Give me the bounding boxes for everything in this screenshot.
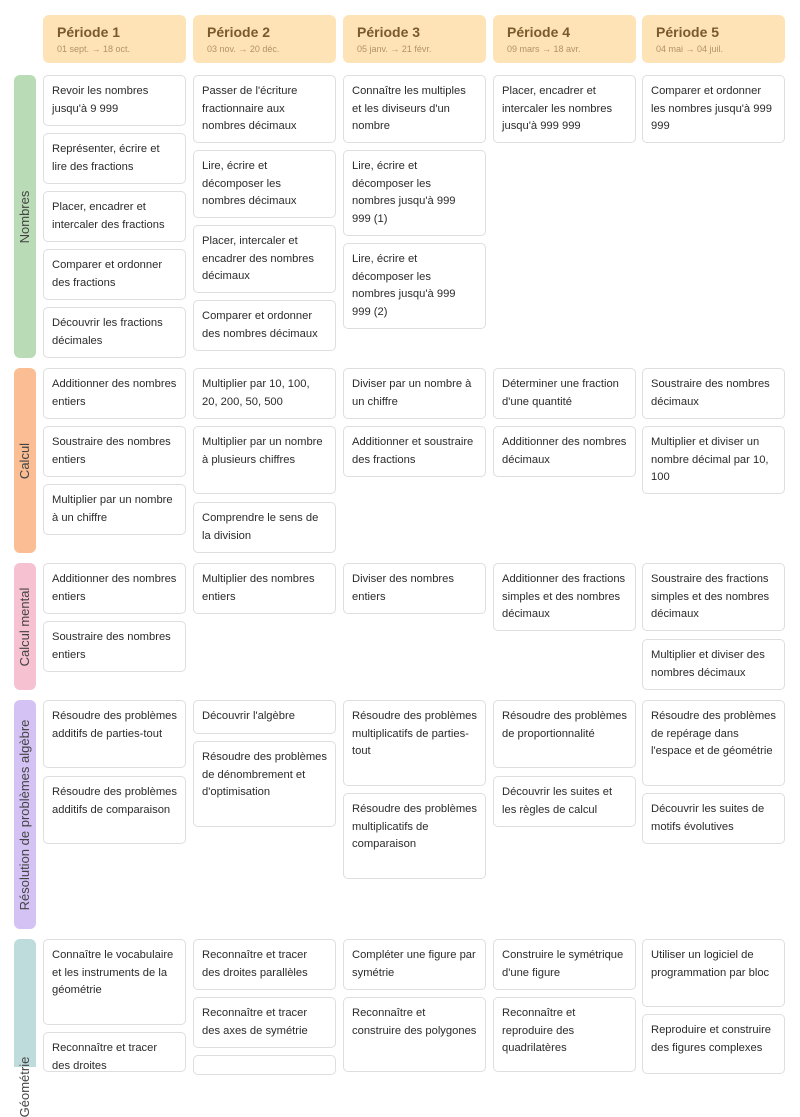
period-header-1: [43, 15, 186, 63]
card-calcul-mental-p4-1[interactable]: Additionner des fractions simples et des nombres décimaux: [493, 563, 636, 631]
card-resolution-p4-1[interactable]: Résoudre des problèmes de proportionnalité: [493, 700, 636, 768]
card-geometrie-p3-2[interactable]: Reconnaître et construire des polygones: [343, 997, 486, 1072]
card-calcul-p4-2[interactable]: Additionner des nombres décimaux: [493, 426, 636, 477]
card-nombres-p1-1[interactable]: Revoir les nombres jusqu'à 9 999: [43, 75, 186, 126]
domain-bar-geometrie: [14, 939, 36, 1117]
card-nombres-p1-2[interactable]: Représenter, écrire et lire des fractions: [43, 133, 186, 184]
domain-bar-resolution: [14, 700, 36, 929]
domain-bar-calcul-mental: [14, 563, 36, 690]
period-dates: 03 nov. → 20 déc.: [207, 44, 280, 54]
card-geometrie-p1-2[interactable]: Reconnaître et tracer des droites: [43, 1032, 186, 1072]
period-title: Période 4: [507, 24, 571, 40]
period-title: Période 1: [57, 24, 121, 40]
card-calcul-mental-p5-2[interactable]: Multiplier et diviser des nombres décimaux: [642, 639, 785, 690]
card-nombres-p2-1[interactable]: Passer de l'écriture fractionnaire aux nombres décimaux: [193, 75, 336, 143]
card-resolution-p3-1[interactable]: Résoudre des problèmes multiplicatifs de parties-tout: [343, 700, 486, 786]
domain-label: Nombres: [17, 190, 32, 243]
period-title: Période 5: [656, 24, 720, 40]
period-header-4: [493, 15, 636, 63]
card-nombres-p5-1[interactable]: Comparer et ordonner les nombres jusqu'à 999 999: [642, 75, 785, 143]
card-calcul-mental-p2-1[interactable]: Multiplier des nombres entiers: [193, 563, 336, 614]
domain-bar-calcul: [14, 368, 36, 553]
card-nombres-p4-1[interactable]: Placer, encadrer et intercaler les nombres jusqu'à 999 999: [493, 75, 636, 143]
card-nombres-p2-3[interactable]: Placer, intercaler et encadrer des nombres décimaux: [193, 225, 336, 293]
card-geometrie-p4-2[interactable]: Reconnaître et reproduire des quadrilatères: [493, 997, 636, 1072]
period-header-2: [193, 15, 336, 63]
card-nombres-p1-3[interactable]: Placer, encadrer et intercaler des fractions: [43, 191, 186, 242]
card-nombres-p1-5[interactable]: Découvrir les fractions décimales: [43, 307, 186, 358]
period-header-3: [343, 15, 486, 63]
card-calcul-p5-1[interactable]: Soustraire des nombres décimaux: [642, 368, 785, 419]
card-calcul-p3-1[interactable]: Diviser par un nombre à un chiffre: [343, 368, 486, 419]
card-nombres-p2-4[interactable]: Comparer et ordonner des nombres décimaux: [193, 300, 336, 351]
card-geometrie-p1-1[interactable]: Connaître le vocabulaire et les instruments de la géométrie: [43, 939, 186, 1025]
card-calcul-p1-2[interactable]: Soustraire des nombres entiers: [43, 426, 186, 477]
card-calcul-mental-p3-1[interactable]: Diviser des nombres entiers: [343, 563, 486, 614]
card-resolution-p5-2[interactable]: Découvrir les suites de motifs évolutives: [642, 793, 785, 844]
card-geometrie-p2-1[interactable]: Reconnaître et tracer des droites parallèles: [193, 939, 336, 990]
period-dates: 01 sept. → 18 oct.: [57, 44, 131, 54]
card-calcul-mental-p1-1[interactable]: Additionner des nombres entiers: [43, 563, 186, 614]
card-resolution-p1-1[interactable]: Résoudre des problèmes additifs de parties-tout: [43, 700, 186, 768]
domain-label: Calcul: [17, 442, 32, 479]
card-geometrie-p4-1[interactable]: Construire le symétrique d'une figure: [493, 939, 636, 990]
card-calcul-p3-2[interactable]: Additionner et soustraire des fractions: [343, 426, 486, 477]
card-resolution-p2-2[interactable]: Résoudre des problèmes de dénombrement et d'optimisation: [193, 741, 336, 827]
card-geometrie-p2-3[interactable]: [193, 1055, 336, 1075]
card-geometrie-p3-1[interactable]: Compléter une figure par symétrie: [343, 939, 486, 990]
card-geometrie-p5-1[interactable]: Utiliser un logiciel de programmation par bloc: [642, 939, 785, 1007]
period-title: Période 2: [207, 24, 271, 40]
period-dates: 09 mars → 18 avr.: [507, 44, 581, 54]
domain-label: Géométrie: [17, 1056, 32, 1117]
card-calcul-p2-2[interactable]: Multiplier par un nombre à plusieurs chiffres: [193, 426, 336, 494]
card-resolution-p5-1[interactable]: Résoudre des problèmes de repérage dans l'espace et de géométrie: [642, 700, 785, 786]
period-dates: 05 janv. → 21 févr.: [357, 44, 432, 54]
card-calcul-mental-p5-1[interactable]: Soustraire des fractions simples et des nombres décimaux: [642, 563, 785, 631]
domain-label: Calcul mental: [17, 587, 32, 666]
card-nombres-p3-3[interactable]: Lire, écrire et décomposer les nombres jusqu'à 999 999 (2): [343, 243, 486, 329]
card-resolution-p1-2[interactable]: Résoudre des problèmes additifs de comparaison: [43, 776, 186, 844]
card-resolution-p3-2[interactable]: Résoudre des problèmes multiplicatifs de comparaison: [343, 793, 486, 879]
domain-bar-nombres: [14, 75, 36, 358]
card-resolution-p4-2[interactable]: Découvrir les suites et les règles de calcul: [493, 776, 636, 827]
card-calcul-p2-3[interactable]: Comprendre le sens de la division: [193, 502, 336, 553]
card-calcul-p2-1[interactable]: Multiplier par 10, 100, 20, 200, 50, 500: [193, 368, 336, 419]
card-calcul-p5-2[interactable]: Multiplier et diviser un nombre décimal par 10, 100: [642, 426, 785, 494]
card-geometrie-p2-2[interactable]: Reconnaître et tracer des axes de symétrie: [193, 997, 336, 1048]
card-geometrie-p5-2[interactable]: Reproduire et construire des figures complexes: [642, 1014, 785, 1074]
period-header-5: [642, 15, 785, 63]
period-dates: 04 mai → 04 juil.: [656, 44, 724, 54]
card-calcul-mental-p1-2[interactable]: Soustraire des nombres entiers: [43, 621, 186, 672]
card-calcul-p1-3[interactable]: Multiplier par un nombre à un chiffre: [43, 484, 186, 535]
domain-label: Résolution de problèmes algèbre: [17, 719, 32, 910]
card-nombres-p2-2[interactable]: Lire, écrire et décomposer les nombres décimaux: [193, 150, 336, 218]
period-title: Période 3: [357, 24, 421, 40]
card-calcul-p4-1[interactable]: Déterminer une fraction d'une quantité: [493, 368, 636, 419]
card-resolution-p2-1[interactable]: Découvrir l'algèbre: [193, 700, 336, 734]
card-nombres-p3-2[interactable]: Lire, écrire et décomposer les nombres jusqu'à 999 999 (1): [343, 150, 486, 236]
card-calcul-p1-1[interactable]: Additionner des nombres entiers: [43, 368, 186, 419]
card-nombres-p1-4[interactable]: Comparer et ordonner des fractions: [43, 249, 186, 300]
card-nombres-p3-1[interactable]: Connaître les multiples et les diviseurs d'un nombre: [343, 75, 486, 143]
